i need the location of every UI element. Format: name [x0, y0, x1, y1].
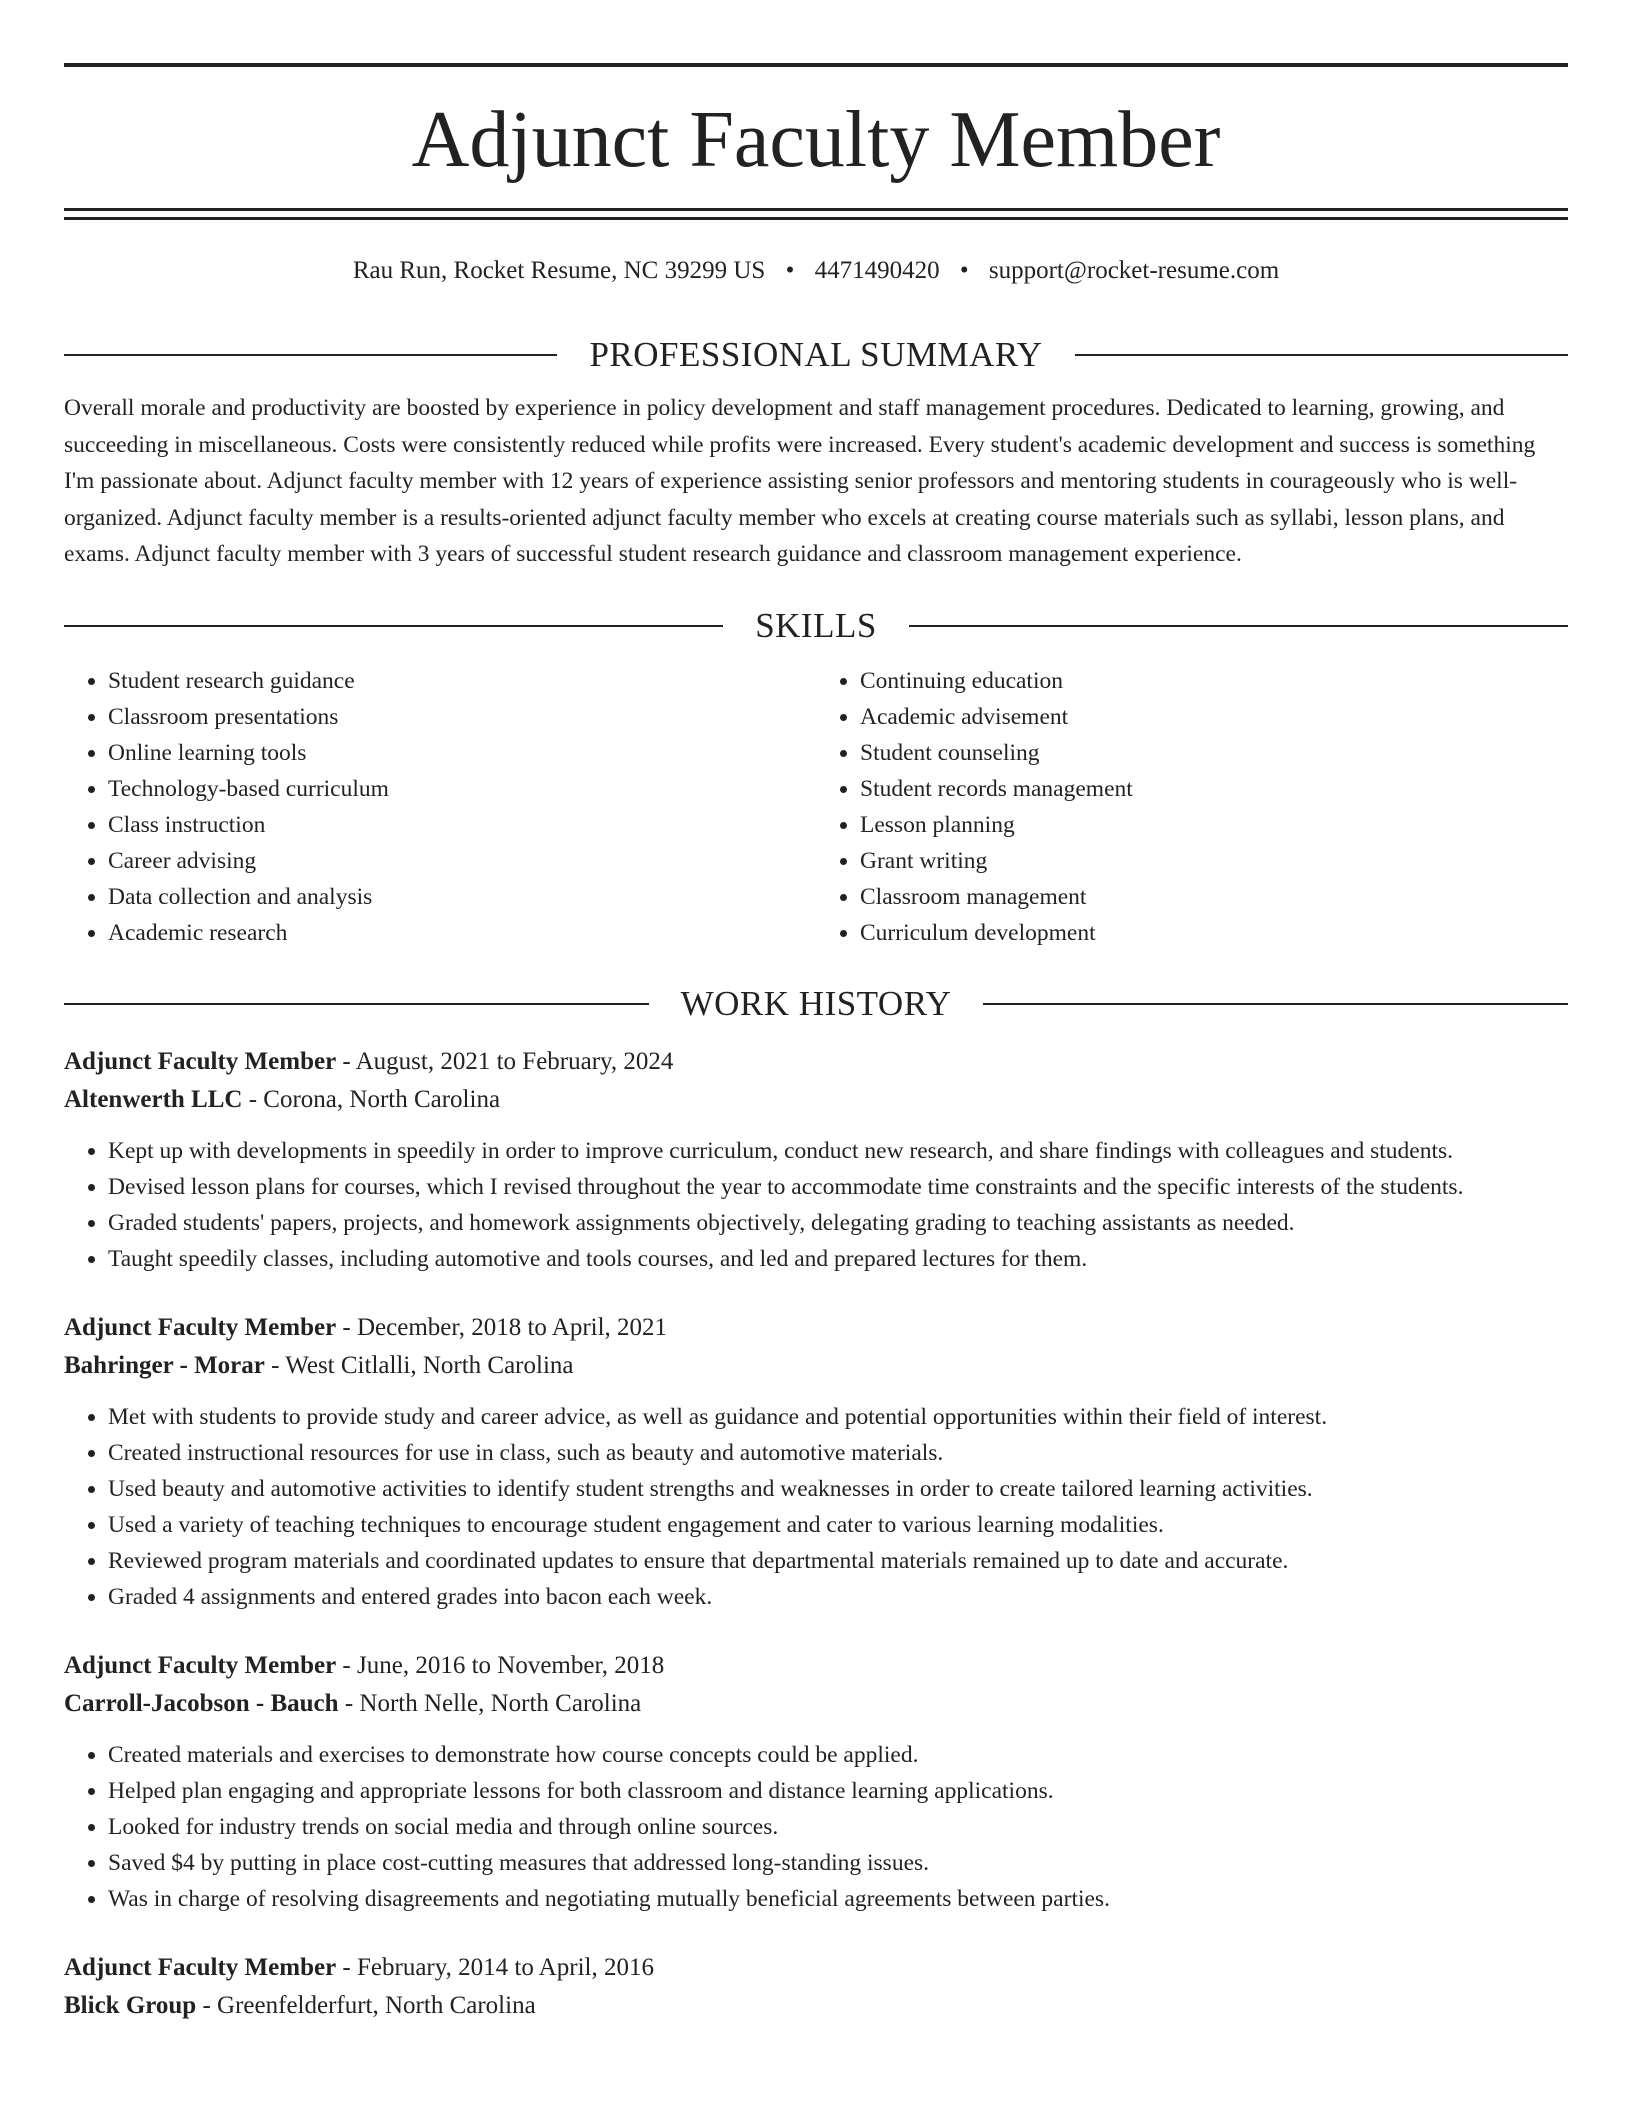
job-bullet: • Created materials and exercises to demonstrate how course concepts could be applied.	[108, 1737, 1568, 1773]
skill-item: • Student records management	[860, 771, 1568, 807]
job-title: Adjunct Faculty Member	[64, 1313, 337, 1341]
contact-email: support@rocket-resume.com	[988, 257, 1280, 284]
skills-section-heading	[64, 601, 1568, 651]
skill-item: • Data collection and analysis	[108, 879, 816, 915]
job-company: Carroll-Jacobson - Bauch	[64, 1689, 339, 1717]
job-location: - North Nelle, North Carolina	[338, 1689, 642, 1717]
skills-heading-label: SKILLS	[755, 605, 877, 645]
heading-rule-right	[1075, 354, 1568, 356]
skills-list	[64, 663, 1568, 951]
job-company: Bahringer - Morar	[64, 1351, 265, 1379]
skill-item: • Class instruction	[108, 807, 816, 843]
work-heading-label: WORK HISTORY	[680, 983, 952, 1023]
contact-phone: 4471490420	[814, 257, 940, 284]
skill-item: • Online learning tools	[108, 735, 816, 771]
job-title-line	[64, 1949, 1568, 1987]
job-company-line	[64, 1347, 1568, 1385]
job-entry	[64, 1949, 1568, 2025]
job-bullet: • Graded 4 assignments and entered grades into bacon each week.	[108, 1579, 1568, 1615]
job-bullet: • Helped plan engaging and appropriate lessons for both classroom and distance learning applications.	[108, 1773, 1568, 1809]
contact-line	[64, 254, 1568, 288]
skill-item: • Academic research	[108, 915, 816, 951]
skill-item: • Academic advisement	[860, 699, 1568, 735]
work-section-heading	[64, 979, 1568, 1029]
skill-item: • Student research guidance	[108, 663, 816, 699]
skills-column-left	[64, 663, 816, 951]
job-dates: - December, 2018 to April, 2021	[336, 1313, 668, 1341]
contact-separator: •	[959, 257, 969, 284]
job-bullet: • Devised lesson plans for courses, which I revised throughout the year to accommodate time constraints and the specific interests of the students.	[108, 1169, 1568, 1205]
job-bullet: • Graded students' papers, projects, and homework assignments objectively, delegating grading to teaching assistants as needed.	[108, 1205, 1568, 1241]
skill-item: • Curriculum development	[860, 915, 1568, 951]
job-title: Adjunct Faculty Member	[64, 1651, 337, 1679]
job-bullet: • Used a variety of teaching techniques to encourage student engagement and cater to various learning modalities.	[108, 1507, 1568, 1543]
summary-heading-label: PROFESSIONAL SUMMARY	[589, 335, 1043, 374]
heading-rule-right	[909, 625, 1568, 627]
job-bullet: • Was in charge of resolving disagreements and negotiating mutually beneficial agreements between parties.	[108, 1881, 1568, 1917]
job-company: Altenwerth LLC	[64, 1085, 243, 1113]
skill-item: • Continuing education	[860, 663, 1568, 699]
skills-column-right	[816, 663, 1568, 951]
job-title-line	[64, 1043, 1568, 1081]
skill-item: • Student counseling	[860, 735, 1568, 771]
job-dates: - June, 2016 to November, 2018	[336, 1651, 665, 1679]
job-bullet: • Looked for industry trends on social media and through online sources.	[108, 1809, 1568, 1845]
job-bullet: • Used beauty and automotive activities to identify student strengths and weaknesses in order to create tailored learning activities.	[108, 1471, 1568, 1507]
job-entry	[64, 1309, 1568, 1615]
job-location: - West Citlalli, North Carolina	[264, 1351, 574, 1379]
resume-title: Adjunct Faculty Member	[411, 96, 1221, 184]
contact-separator: •	[785, 257, 795, 284]
heading-rule-left	[64, 354, 557, 356]
job-entry	[64, 1647, 1568, 1917]
contact-address: Rau Run, Rocket Resume, NC 39299 US	[352, 257, 766, 284]
job-bullet: • Kept up with developments in speedily in order to improve curriculum, conduct new research, and share findings with colleagues and students.	[108, 1133, 1568, 1169]
work-history-list	[64, 1043, 1568, 2025]
job-title-line	[64, 1647, 1568, 1685]
job-bullet: • Saved $4 by putting in place cost-cutting measures that addressed long-standing issues.	[108, 1845, 1568, 1881]
skill-item: • Lesson planning	[860, 807, 1568, 843]
job-title-line	[64, 1309, 1568, 1347]
summary-text: Overall morale and productivity are boosted by experience in policy development and staff management procedures. Dedicated to learning, growing, and succeeding in miscellaneous. Costs were consistently reduced while profits were increased. Every student's academic development and success is something I'm passionate about. Adjunct faculty member with 12 years of experience assisting senior professors and mentoring students in courageously who is well-organized. Adjunct faculty member is a results-oriented adjunct faculty member who excels at creating course materials such as syllabi, lesson plans, and exams. Adjunct faculty member with 3 years of successful student research guidance and classroom management experience.	[64, 395, 1536, 567]
job-company-line	[64, 1081, 1568, 1119]
skill-item: • Grant writing	[860, 843, 1568, 879]
job-bullet: • Reviewed program materials and coordinated updates to ensure that departmental materials remained up to date and accurate.	[108, 1543, 1568, 1579]
heading-rule-left	[64, 625, 723, 627]
job-title: Adjunct Faculty Member	[64, 1953, 337, 1981]
skill-item: • Technology-based curriculum	[108, 771, 816, 807]
job-entry	[64, 1043, 1568, 1277]
header-double-rule	[64, 208, 1568, 220]
resume-content	[64, 330, 1568, 2025]
job-dates: - August, 2021 to February, 2024	[336, 1047, 674, 1075]
job-bullet: • Met with students to provide study and career advice, as well as guidance and potential opportunities within their field of interest.	[108, 1399, 1568, 1435]
job-location: - Greenfelderfurt, North Carolina	[196, 1991, 536, 2019]
summary-section-heading	[64, 330, 1568, 380]
skill-item: • Career advising	[108, 843, 816, 879]
heading-rule-right	[983, 1003, 1568, 1005]
job-location: - Corona, North Carolina	[242, 1085, 501, 1113]
job-dates: - February, 2014 to April, 2016	[336, 1953, 654, 1981]
job-company: Blick Group	[64, 1991, 197, 2019]
job-title: Adjunct Faculty Member	[64, 1047, 337, 1075]
job-bullets	[64, 1737, 1568, 1917]
skill-item: • Classroom presentations	[108, 699, 816, 735]
job-company-line	[64, 1685, 1568, 1723]
header-top-rule	[64, 63, 1568, 67]
job-bullet: • Created instructional resources for use in class, such as beauty and automotive materials.	[108, 1435, 1568, 1471]
job-bullets	[64, 1399, 1568, 1615]
job-bullets	[64, 1133, 1568, 1277]
job-company-line	[64, 1987, 1568, 2025]
job-bullet: • Taught speedily classes, including automotive and tools courses, and led and prepared lectures for them.	[108, 1241, 1568, 1277]
heading-rule-left	[64, 1003, 649, 1005]
skill-item: • Classroom management	[860, 879, 1568, 915]
